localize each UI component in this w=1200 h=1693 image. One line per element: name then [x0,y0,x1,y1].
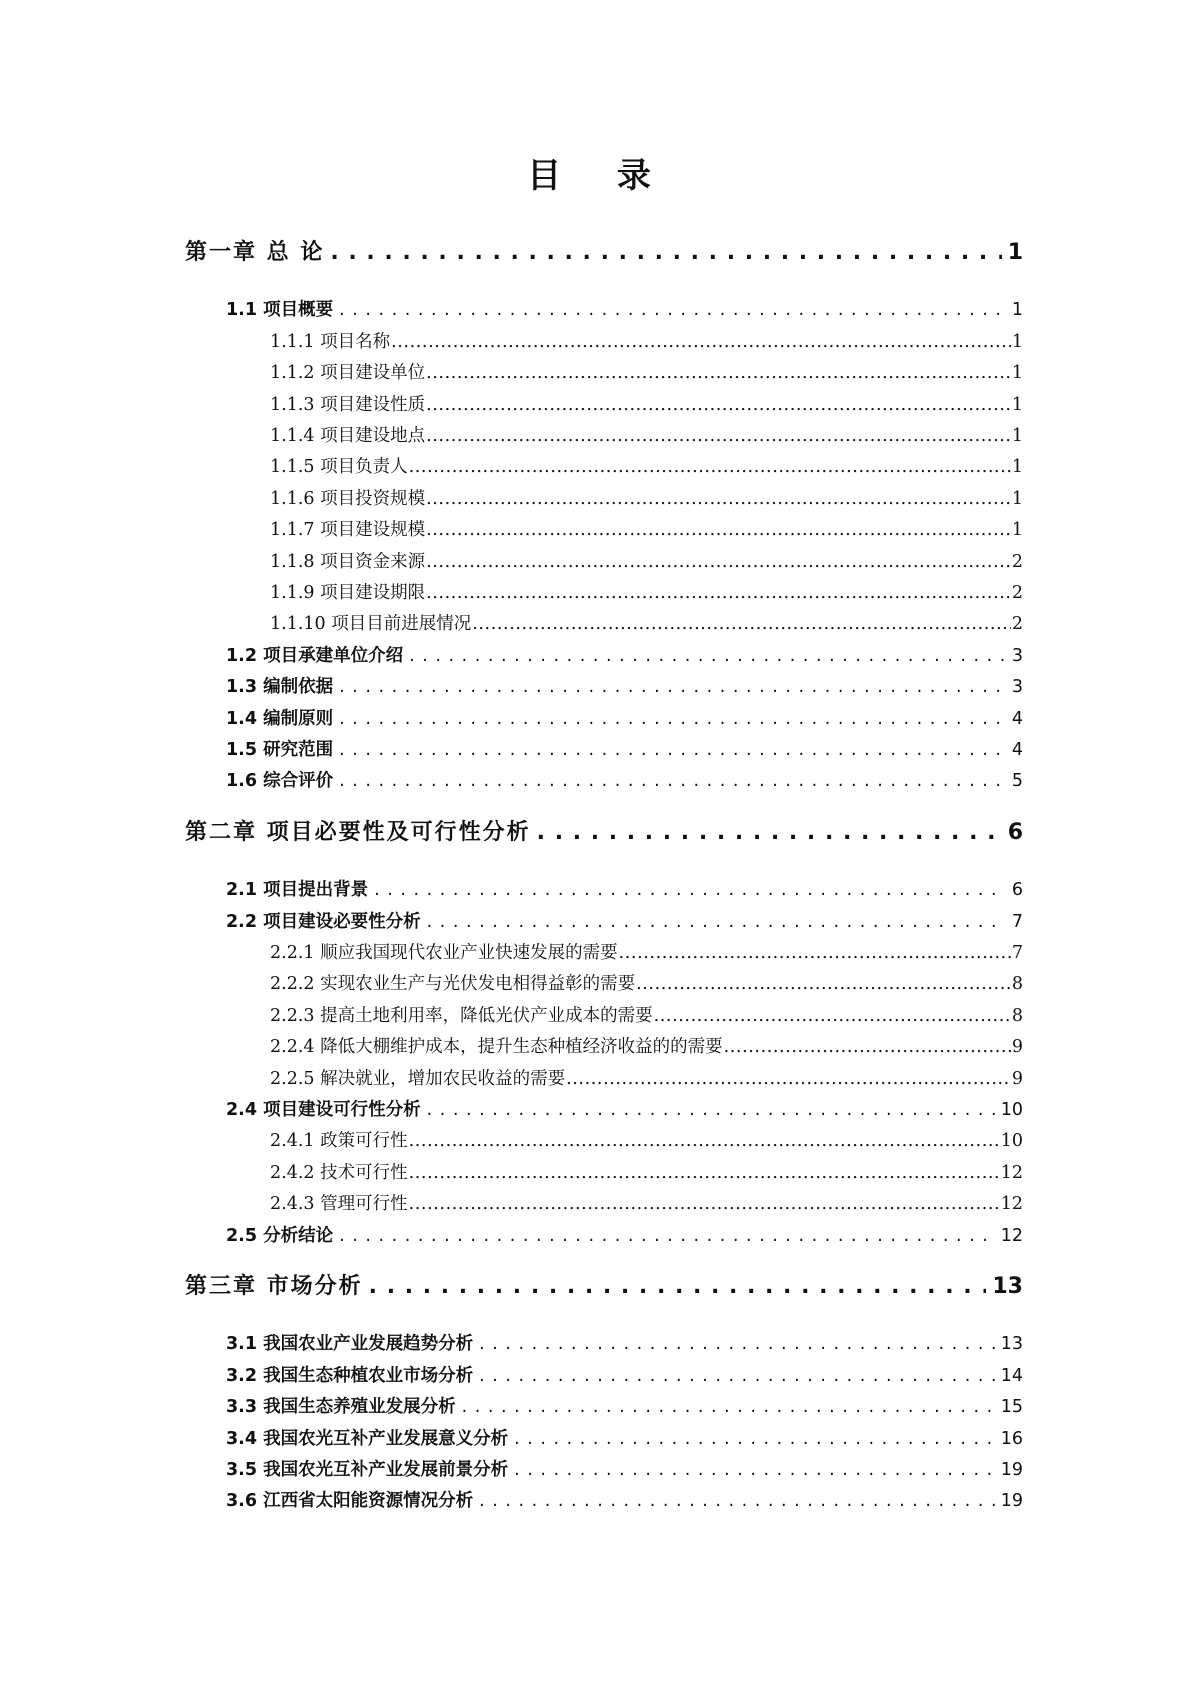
toc-entry-title: 3.5 我国农光互补产业发展前景分析 [226,1460,509,1480]
toc-page-number: 12 [1000,1225,1023,1246]
toc-page-number: 16 [1000,1428,1023,1449]
toc-entry-title: 2.2.3 提高土地利用率，降低光伏产业成本的需要 [270,1005,653,1026]
toc-subsection [270,610,1023,638]
toc-section [226,736,1023,764]
toc-section [226,296,1023,324]
toc-section [226,642,1023,670]
toc-page-number: 10 [1000,1131,1023,1152]
toc-section [226,908,1023,936]
toc-entry-title: 1.1.3 项目建设性质 [270,394,426,415]
dot-leader [339,736,1006,764]
toc-page-number: 1 [1011,426,1023,446]
toc-subsection [270,1159,1023,1187]
toc-section [226,673,1023,701]
toc-entry-title: 第二章 项目必要性及可行性分析 [185,819,531,845]
page-title: 目 录 [527,156,673,196]
toc-chapter [185,1271,1023,1303]
dot-leader [537,817,1002,849]
toc-entry-title: 1.3 编制依据 [226,677,334,698]
dot-leader [409,1159,1000,1187]
toc-page-number: 1 [1011,488,1023,509]
toc-page-number: 7 [1011,911,1023,932]
toc-entry-title: 3.3 我国生态养殖业发展分析 [226,1397,456,1418]
dot-leader [514,1425,995,1453]
toc-page-number: 1 [1011,394,1023,415]
toc-page-number: 13 [1000,1334,1023,1355]
toc-subsection [270,970,1023,998]
toc-page-number: 1 [1011,363,1023,384]
toc-section [226,1222,1023,1250]
dot-leader [426,359,1011,387]
toc-entry-title: 2.1 项目提出背景 [226,880,369,901]
dot-leader [427,908,1006,936]
toc-entry-title: 2.2.4 降低大棚维护成本，提升生态种植经济收益的的需要 [270,1037,723,1058]
toc-entry-title: 1.1.8 项目资金来源 [270,551,426,572]
dot-leader [479,1487,995,1515]
toc-page-number: 4 [1011,740,1023,760]
dot-leader [462,1393,995,1421]
toc-page-number: 1 [1011,457,1023,478]
toc-entry-title: 1.4 编制原则 [226,708,334,729]
toc-subsection [270,1065,1023,1093]
toc-subsection [270,1002,1023,1030]
toc-page-number: 12 [1000,1194,1023,1215]
toc-entry-title: 1.6 综合评价 [226,771,334,792]
dot-leader [339,1222,995,1250]
toc-subsection [270,1127,1023,1155]
toc-entry-title: 3.1 我国农业产业发展趋势分析 [226,1334,474,1355]
toc-subsection [270,579,1023,607]
dot-leader [339,296,1006,324]
toc-page-number: 4 [1011,708,1023,729]
toc-subsection [270,328,1023,356]
toc-entry-title: 3.2 我国生态种植农业市场分析 [226,1365,474,1386]
toc-page-number: 1 [1007,240,1023,265]
toc-section [226,1393,1023,1421]
dot-leader [339,767,1006,795]
dot-leader [724,1033,1011,1061]
toc-entry-title: 第三章 市场分析 [185,1274,363,1299]
toc-page-number: 10 [1000,1100,1023,1120]
toc-section [226,1456,1023,1484]
toc-section [226,1487,1023,1515]
toc-subsection [270,391,1023,419]
toc-page-number: 1 [1011,331,1023,352]
dot-leader [409,453,1011,481]
toc-subsection [270,939,1023,967]
toc-subsection [270,453,1023,481]
toc-page-number: 15 [1000,1397,1023,1418]
dot-leader [391,328,1011,356]
toc-entry-title: 1.1.6 项目投资规模 [270,488,426,509]
toc-entry-title: 3.6 江西省太阳能资源情况分析 [226,1491,474,1512]
toc-page-number: 19 [1000,1491,1023,1512]
toc-page-number: 19 [1000,1460,1023,1480]
toc-entry-title: 1.2 项目承建单位介绍 [226,645,404,666]
dot-leader [426,579,1011,607]
toc-entry-title: 1.1.1 项目名称 [270,331,391,352]
toc-subsection [270,548,1023,576]
toc-entry-title: 2.4 项目建设可行性分析 [226,1100,421,1120]
toc-page-number: 3 [1011,645,1023,666]
toc-subsection [270,1190,1023,1218]
toc-page-number: 2 [1011,614,1023,635]
dot-leader [330,237,1001,269]
toc-entry-title: 1.1.4 项目建设地点 [270,426,426,446]
toc-subsection [270,1033,1023,1061]
toc-section [226,1362,1023,1390]
toc-section [226,1425,1023,1453]
dot-leader [426,391,1011,419]
toc-entry-title: 1.1.9 项目建设期限 [270,583,426,603]
dot-leader [374,876,1006,904]
dot-leader [409,1127,1000,1155]
toc-entry-title: 3.4 我国农光互补产业发展意义分析 [226,1428,509,1449]
dot-leader [409,642,1006,670]
dot-leader [426,516,1011,544]
toc-entry-title: 2.4.2 技术可行性 [270,1162,408,1183]
toc-page-number: 6 [1011,880,1023,901]
toc-section [226,876,1023,904]
toc-page-number: 1 [1011,300,1023,321]
toc-page-number: 9 [1011,1037,1023,1058]
dot-leader [339,705,1006,733]
dot-leader [427,1096,995,1124]
dot-leader [426,422,1011,450]
toc-section [226,1330,1023,1358]
toc-page-number: 6 [1007,819,1023,845]
dot-leader [479,1330,995,1358]
toc-entry-title: 2.2.1 顺应我国现代农业产业快速发展的需要 [270,943,618,963]
toc-entry-title: 2.5 分析结论 [226,1225,334,1246]
toc-chapter [185,817,1023,849]
toc-page-number: 5 [1011,771,1023,792]
toc-page-number: 1 [1011,520,1023,541]
toc-entry-title: 1.1 项目概要 [226,300,334,321]
toc-page-number: 14 [1000,1365,1023,1386]
toc-subsection [270,485,1023,513]
dot-leader [479,1362,995,1390]
toc-entry-title: 1.1.10 项目目前进展情况 [270,614,472,635]
toc-subsection [270,516,1023,544]
toc-chapter [185,237,1023,269]
toc-subsection [270,359,1023,387]
toc-entry-title: 第一章 总 论 [185,240,325,265]
dot-leader [426,548,1011,576]
toc-page-number: 8 [1011,974,1023,995]
toc-page-number: 3 [1011,677,1023,698]
toc-entry-title: 2.4.1 政策可行性 [270,1131,408,1152]
toc-entry-title: 1.1.5 项目负责人 [270,457,408,478]
toc-subsection [270,422,1023,450]
toc-section [226,705,1023,733]
toc-page-number: 2 [1011,551,1023,572]
toc-page-number: 9 [1011,1068,1023,1089]
toc-entry-title: 1.5 研究范围 [226,740,334,760]
dot-leader [339,673,1006,701]
toc-page-number: 2 [1011,583,1023,603]
dot-leader [369,1271,987,1303]
dot-leader [654,1002,1011,1030]
dot-leader [619,939,1011,967]
dot-leader [566,1065,1011,1093]
toc-page-number: 12 [1000,1162,1023,1183]
dot-leader [409,1190,1000,1218]
dot-leader [514,1456,995,1484]
toc-entry-title: 2.4.3 管理可行性 [270,1194,408,1215]
toc-section [226,767,1023,795]
toc-page-number: 13 [992,1274,1023,1299]
toc-page-number: 7 [1011,943,1023,963]
toc-entry-title: 2.2.5 解决就业，增加农民收益的需要 [270,1068,566,1089]
dot-leader [472,610,1011,638]
dot-leader [426,485,1011,513]
toc-entry-title: 1.1.2 项目建设单位 [270,363,426,384]
toc-entry-title: 2.2 项目建设必要性分析 [226,911,421,932]
dot-leader [636,970,1011,998]
toc-page-number: 8 [1011,1005,1023,1026]
toc-entry-title: 2.2.2 实现农业生产与光伏发电相得益彰的需要 [270,974,636,995]
toc-entry-title: 1.1.7 项目建设规模 [270,520,426,541]
toc-section [226,1096,1023,1124]
